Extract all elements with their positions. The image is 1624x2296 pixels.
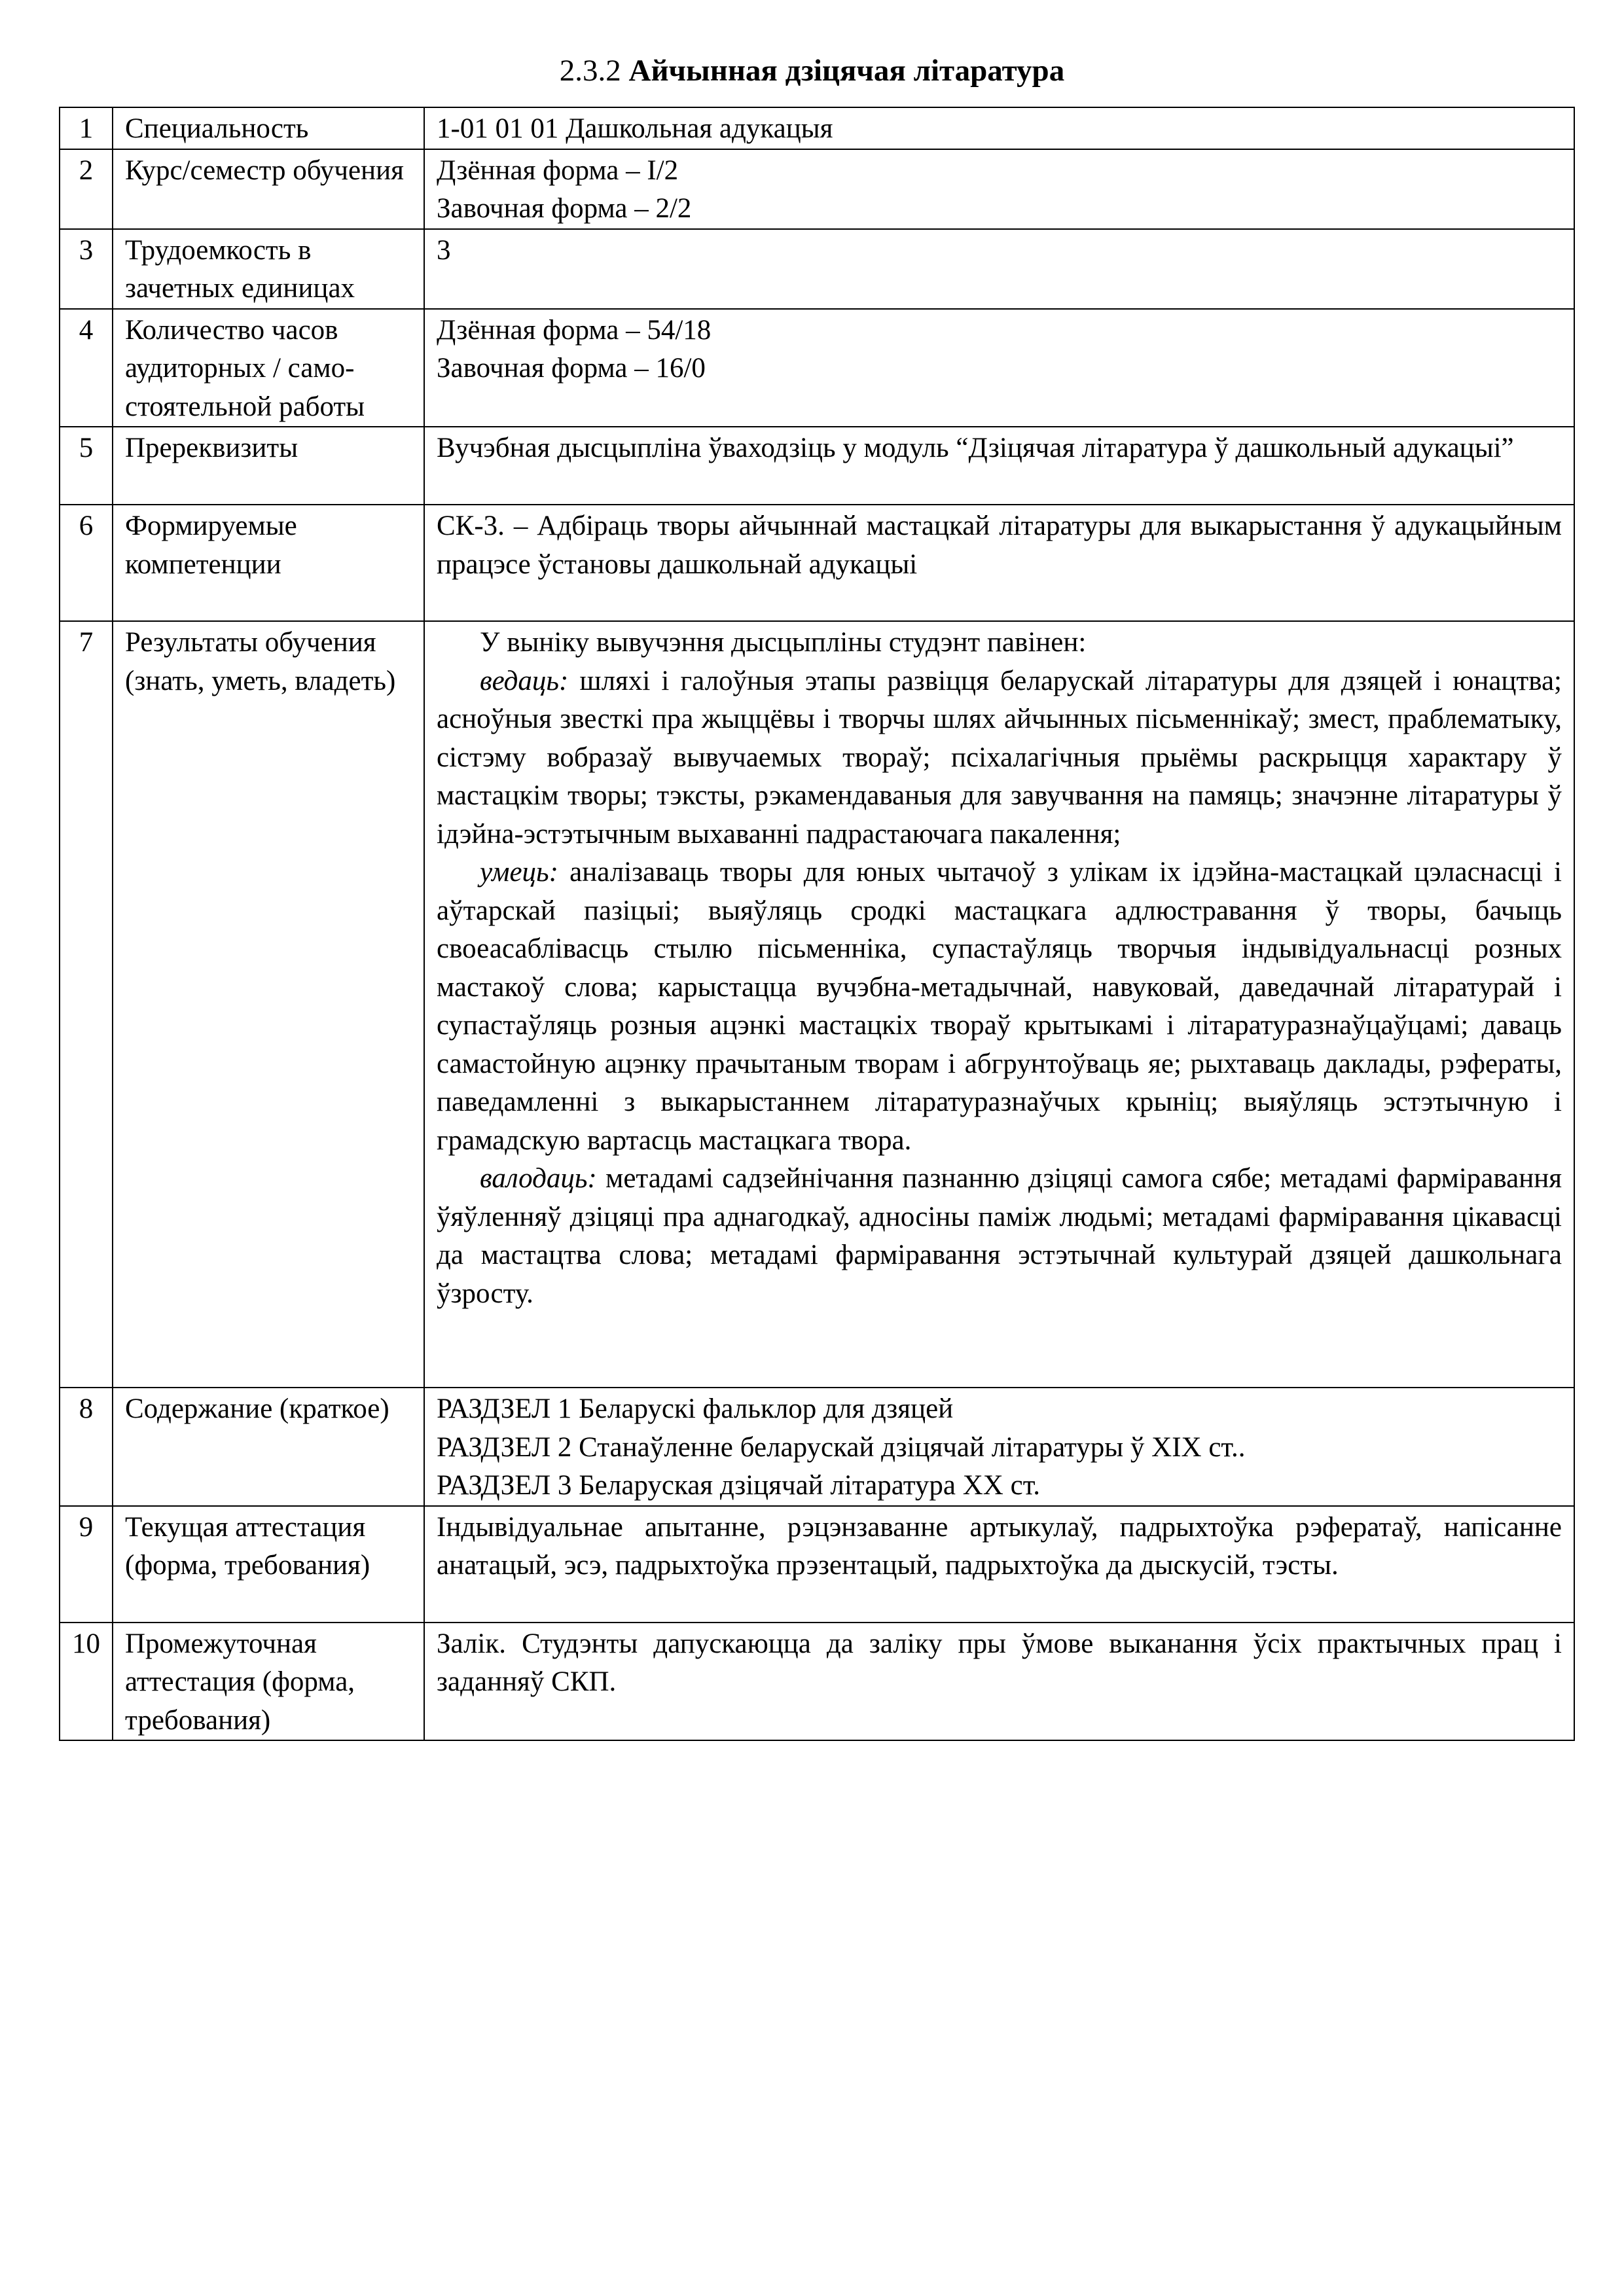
row-label: Результаты обучения (знать, уметь, владеть) [113, 621, 424, 1388]
results-own-term: валодаць: [480, 1163, 597, 1194]
row-label: Специальность [113, 107, 424, 149]
table-row [60, 149, 1574, 229]
table-row [60, 229, 1574, 309]
value-line: 3 [437, 234, 451, 266]
value-line: Завочная форма – 16/0 [437, 353, 706, 384]
document-title [0, 51, 1624, 90]
row-label: Пререквизиты [113, 427, 424, 505]
section-line: РАЗДЗЕЛ 2 Станаўленне беларускай дзіцячай літаратуры ў XIX ст.. [437, 1431, 1246, 1463]
row-number: 5 [60, 427, 113, 505]
row-value [424, 309, 1574, 427]
table-row [60, 107, 1574, 149]
section-line: РАЗДЗЕЛ 3 Беларуская дзіцячай літаратура XX ст. [437, 1470, 1041, 1501]
results-intro: У выніку вывучэння дысцыпліны студэнт павінен: [480, 627, 1087, 658]
results-can-text: аналізаваць творы для юных чытачоў з улікам іх ідэйна-мастацкай цэласнасці і аўтарскай пазіцыі; выяўляць сродкі мастацкага адлюстравання ў творы, бачыць своеасаблівасць стылю пісьменніка, супастаўляць творчыя індывідуальнасці розных мастакоў слова; карыстацца вучэбна-метадычнай, навуковай, даведачнай літаратурай і супастаўляць розныя ацэнкі мастацкіх твораў крытыкамі і літаратуразнаўцаўцамі; даваць самастойную ацэнку прачытаным творам і абгрунтоўваць яе; рыхтаваць даклады, рэфераты, паведамленні з выкарыстаннем літаратуразнаўчых крыніц; выяўляць эстэтычную і грамадскую вартасць мастацкага твора. [437, 857, 1562, 1156]
row-number: 8 [60, 1388, 113, 1506]
table-row [60, 1388, 1574, 1506]
row-value [424, 229, 1574, 309]
table-row [60, 621, 1574, 1388]
row-label: Формируемые компетенции [113, 505, 424, 621]
results-own [437, 1160, 1562, 1313]
title-number: 2.3.2 [559, 54, 621, 88]
row-value [424, 621, 1574, 1388]
row-label: Промежуточная аттестация (форма, требования) [113, 1623, 424, 1741]
row-value: Вучэбная дысцыпліна ўваходзіць у модуль “Дзіцячая літаратура ў дашкольный адукацыі” [424, 427, 1574, 505]
row-value: СК-3. – Адбіраць творы айчыннай мастацкай літаратуры для выкарыстання ў адукацыйным працэсе ўстановы дашкольнай адукацыі [424, 505, 1574, 621]
row-number: 7 [60, 621, 113, 1388]
row-label: Количество часов аудиторных / само-стоятельной работы [113, 309, 424, 427]
row-number: 10 [60, 1623, 113, 1741]
table-row [60, 1623, 1574, 1741]
results-know-text: шляхі і галоўныя этапы развіцця беларускай літаратуры для дзяцей і юнацтва; асноўныя звесткі пра жыццёвы і творчы шлях айчынных пісьменнікаў; змест, праблематыку, сістэму вобразаў вывучаемых твораў; псіхалагічныя прыёмы раскрыцця характару ў мастацкім творы; тэксты, рэкамендаваныя для завучвання на памяць; значэнне літаратуры ў ідэйна-эстэтычным выхаванні падрастаючага пакалення; [437, 665, 1562, 850]
row-number: 3 [60, 229, 113, 309]
row-value: Індывідуальнае апытанне, рэцэнзаванне артыкулаў, падрыхтоўка рэфератаў, напісанне анатацый, эсэ, падрыхтоўка прэзентацый, падрыхтоўка да дыскусій, тэсты. [424, 1506, 1574, 1623]
value-line: Завочная форма – 2/2 [437, 193, 692, 224]
row-label: Текущая аттестация (форма, требования) [113, 1506, 424, 1623]
table-row [60, 309, 1574, 427]
row-number: 9 [60, 1506, 113, 1623]
row-value: Залік. Студэнты дапускаюцца да заліку пры ўмове выканання ўсіх практычных прац і заданняў СКП. [424, 1623, 1574, 1741]
results-can-term: умець: [480, 857, 558, 888]
row-label: Трудоемкость в зачетных единицах [113, 229, 424, 309]
row-value [424, 107, 1574, 149]
table-row [60, 1506, 1574, 1623]
table-row [60, 427, 1574, 505]
value-line: 1-01 01 01 Дашкольная адукацыя [437, 113, 833, 144]
row-number: 4 [60, 309, 113, 427]
row-number: 2 [60, 149, 113, 229]
table-row [60, 505, 1574, 621]
results-own-text: метадамі садзейнічання пазнанню дзіцяці самога сябе; метадамі фарміравання ўяўленняў дзіцяці пра аднагодкаў, адносіны паміж людьмі; метадамі фарміравання цікавасці да мастацтва слова; метадамі фарміравання эстэтычнай культурай дзяцей дашкольнага ўзросту. [437, 1163, 1562, 1309]
row-number: 1 [60, 107, 113, 149]
row-label: Содержание (краткое) [113, 1388, 424, 1506]
row-label: Курс/семестр обучения [113, 149, 424, 229]
discipline-card-table [59, 107, 1575, 1741]
row-value [424, 149, 1574, 229]
value-line: Дзённая форма – I/2 [437, 154, 679, 186]
results-can [437, 853, 1562, 1160]
results-know [437, 662, 1562, 854]
row-number: 6 [60, 505, 113, 621]
title-name: Айчынная дзіцячая літаратура [628, 54, 1065, 88]
row-value [424, 1388, 1574, 1506]
results-know-term: ведаць: [480, 665, 569, 696]
section-line: РАЗДЗЕЛ 1 Беларускі фальклор для дзяцей [437, 1393, 954, 1424]
value-line: Дзённая форма – 54/18 [437, 314, 712, 346]
